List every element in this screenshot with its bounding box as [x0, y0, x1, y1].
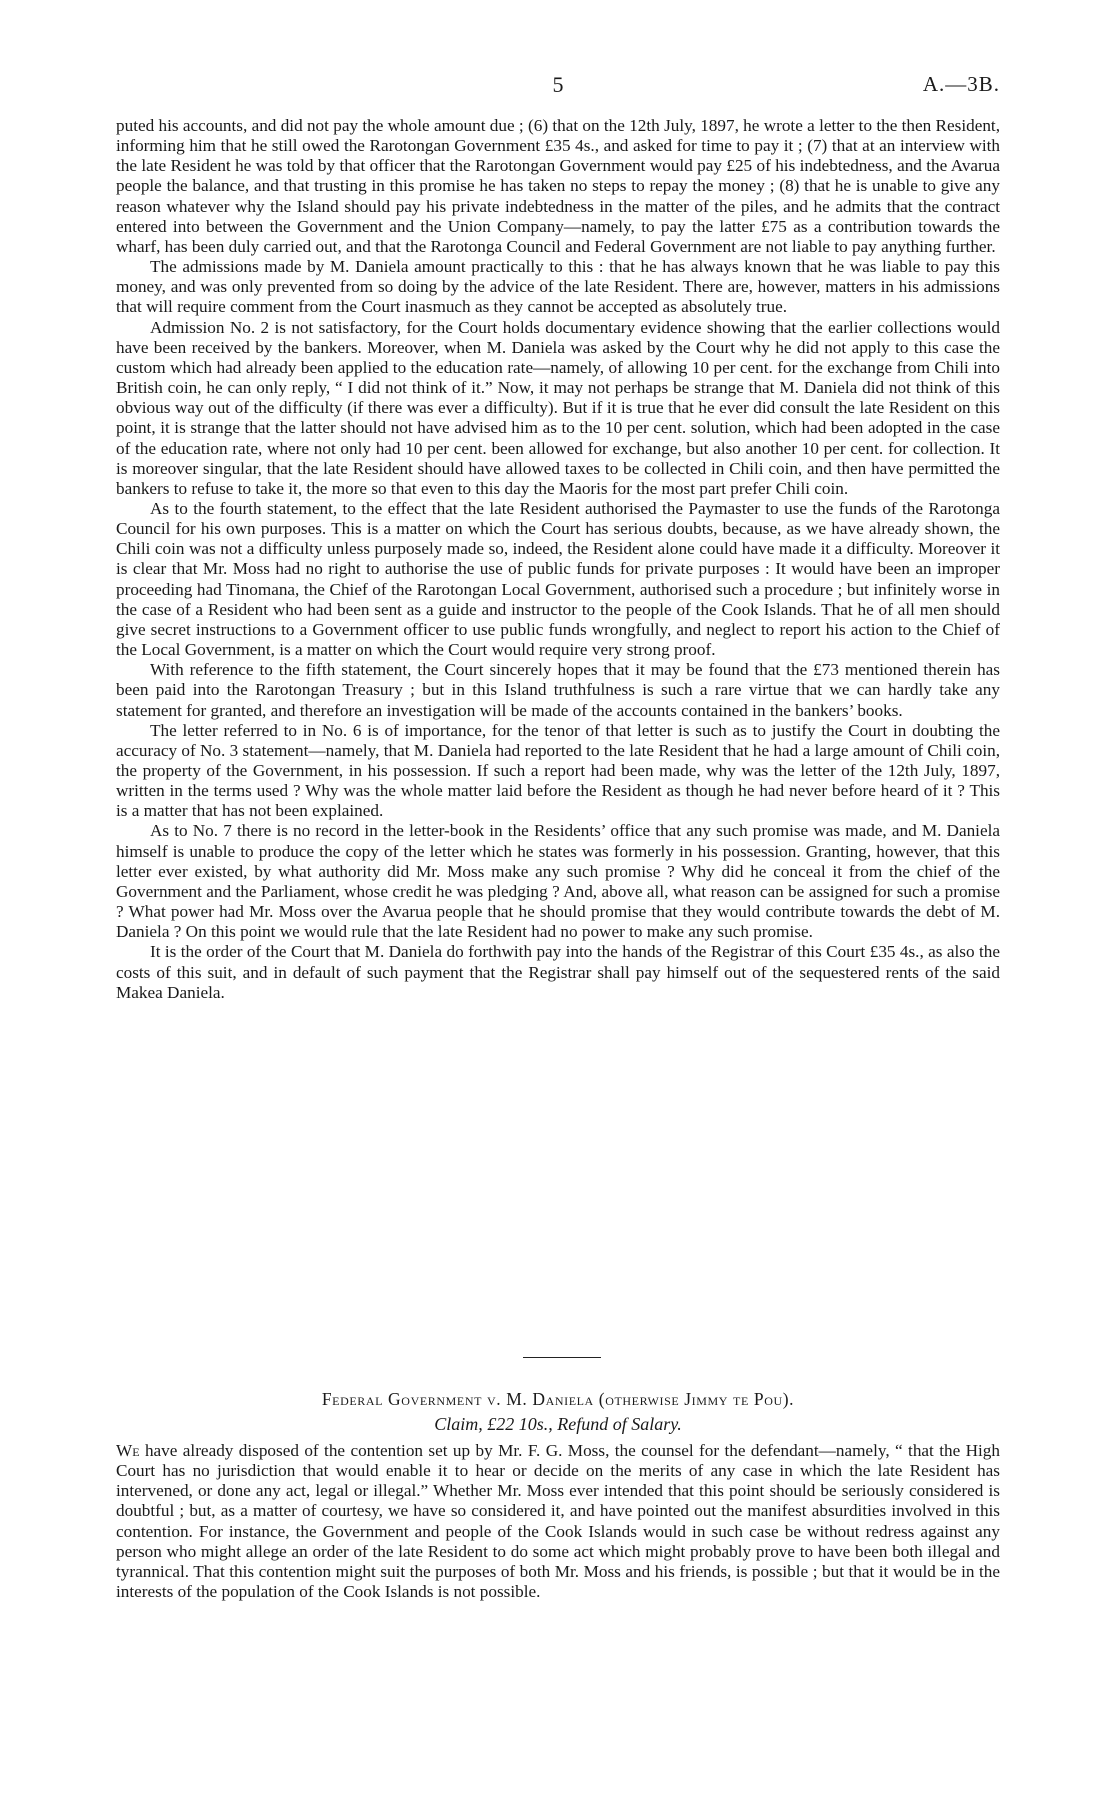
paragraph-no-7: As to No. 7 there is no record in the letter-book in the Residents’ office that any such promise was made, and M. Daniela himself is unable to produce the copy of the letter which he states was formerly in his possession. Granting, however, that this letter ever existed, by what authority did Mr. Moss make any such promise ? Why did he conceal it from the chief of the Government and the Parliament, whose credit he was pledging ? And, above all, what reason can be assigned for such a promise ? What power had Mr. Moss over the Avarua people that he should promise that they would contribute towards the debt of M. Daniela ? On this point we would rule that the late Resident had no power to make any such promise.	[116, 821, 1000, 942]
paragraph-court-order: It is the order of the Court that M. Daniela do forthwith pay into the hands of the Registrar of this Court £35 4s., as also the costs of this suit, and in default of such payment that the Registrar shall pay himself out of the sequestered rents of the said Makea Daniela.	[116, 942, 1000, 1002]
paragraph-letter-no-6: The letter referred to in No. 6 is of importance, for the tenor of that letter is such as to justify the Court in doubting the accuracy of No. 3 statement—namely, that M. Daniela had reported to the late Resident that he had a large amount of Chili coin, the property of the Government, in his possession. If such a report had been made, why was the letter of the 12th July, 1897, written in the terms used ? Why was the whole matter laid before the Resident as though he had never before heard of it ? This is a matter that has not been explained.	[116, 720, 1000, 821]
section-divider	[523, 1357, 601, 1358]
paragraph-fourth-statement: As to the fourth statement, to the effect that the late Resident authorised the Paymaster to use the funds of the Rarotonga Council for his own purposes. This is a matter on which the Court has serious doubts, because, as we have already shown, the Chili coin was not a difficulty unless purposely made so, indeed, the Resident alone could have made it a difficulty. Moreover it is clear that Mr. Moss had no right to authorise the use of public funds for private purposes : It would have been an improper proceeding had Tinomana, the Chief of the Rarotongan Local Government, authorised such a procedure ; but infinitely worse in the case of a Resident who had been sent as a guide and instructor to the people of the Cook Islands. That he of all men should give secret instructions to a Government officer to use public funds wrongfully, and neglect to report his action to the Chief of the Local Government, is a matter on which the Court would require very strong proof.	[116, 498, 1000, 660]
case-paragraph-text: have already disposed of the contention set up by Mr. F. G. Moss, the counsel for the defendant—namely, “ that the High Court has no jurisdiction that would enable it to hear or decide on the merits of any case in which the late Resident has intervened, or done any act, legal or illegal.” Whether Mr. Moss ever intended that this point should be seriously considered is doubtful ; but, as a matter of courtesy, we have so considered it, and have pointed out the manifest absurdities involved in this contention. For instance, the Government and people of the Cook Islands would in such case be without redress against any person who might allege an order of the late Resident to do some act which might probably prove to have been both illegal and tyrannical. That this contention might suit the purposes of both Mr. Moss and his friends, is possible ; but that it would be in the interests of the population of the Cook Islands is not possible.	[116, 1441, 1000, 1602]
case-paragraph	[116, 1441, 1000, 1602]
paragraph-continuation: puted his accounts, and did not pay the whole amount due ; (6) that on the 12th July, 1897, he wrote a letter to the then Resident, informing him that he still owed the Rarotongan Government £35 4s., and asked for time to pay it ; (7) that at an interview with the late Resident he was told by that officer that the Rarotongan Government would pay £25 of his indebtedness, and the Avarua people the balance, and that trusting in this promise he has taken no steps to repay the money ; (8) that he is unable to give any reason whatever why the Island should pay his private indebtedness in the matter of the piles, and he admits that the contract entered into between the Government and the Union Company—namely, to pay the latter £75 as a contribution towards the wharf, has been duly carried out, and that the Rarotonga Council and Federal Government are not liable to pay anything further.	[116, 116, 1000, 256]
main-text	[116, 116, 1000, 1003]
case-title: Federal Government v. M. Daniela (otherwise Jimmy te Pou).	[321, 1389, 795, 1409]
paragraph-admission-2: Admission No. 2 is not satisfactory, for the Court holds documentary evidence showing that the earlier collections would have been received by the bankers. Moreover, when M. Daniela was asked by the Court why he did not apply to this case the custom which had already been applied to the education rate—namely, of allowing 10 per cent. for the exchange from Chili into British coin, he can only reply, “ I did not think of it.” Now, it may not perhaps be strange that M. Daniela did not think of this obvious way out of the difficulty (if there was ever a difficulty). But if it is true that he ever did consult the late Resident on this point, it is strange that the latter should not have advised him as to the 10 per cent. solution, which had been adopted in the case of the education rate, where not only had 10 per cent. been allowed for exchange, but also another 10 per cent. for collection. It is moreover singular, that the late Resident should have allowed taxes to be collected in Chili coin, and then have permitted the bankers to refuse to take it, the more so that even to this day the Maoris for the most part prefer Chili coin.	[116, 317, 1000, 498]
opening-word: We	[116, 1441, 140, 1460]
case-subtitle: Claim, £22 10s., Refund of Salary.	[434, 1414, 682, 1434]
paragraph-admissions: The admissions made by M. Daniela amount practically to this : that he has always known that he was liable to pay this money, and was only prevented from so doing by the advice of the late Resident. There are, however, matters in his admissions that will require comment from the Court inasmuch as they cannot be accepted as absolutely true.	[116, 257, 1000, 317]
page-number: 5	[552, 72, 564, 97]
paragraph-fifth-statement: With reference to the fifth statement, the Court sincerely hopes that it may be found that the £73 mentioned therein has been paid into the Rarotongan Treasury ; but in this Island truthfulness is such a rare virtue that we can hardly take any statement for granted, and therefore an investigation will be made of the accounts contained in the bankers’ books.	[116, 660, 1000, 720]
case-text	[116, 1441, 1000, 1602]
document-reference: A.—3B.	[922, 72, 1000, 96]
page-header	[116, 72, 1000, 100]
